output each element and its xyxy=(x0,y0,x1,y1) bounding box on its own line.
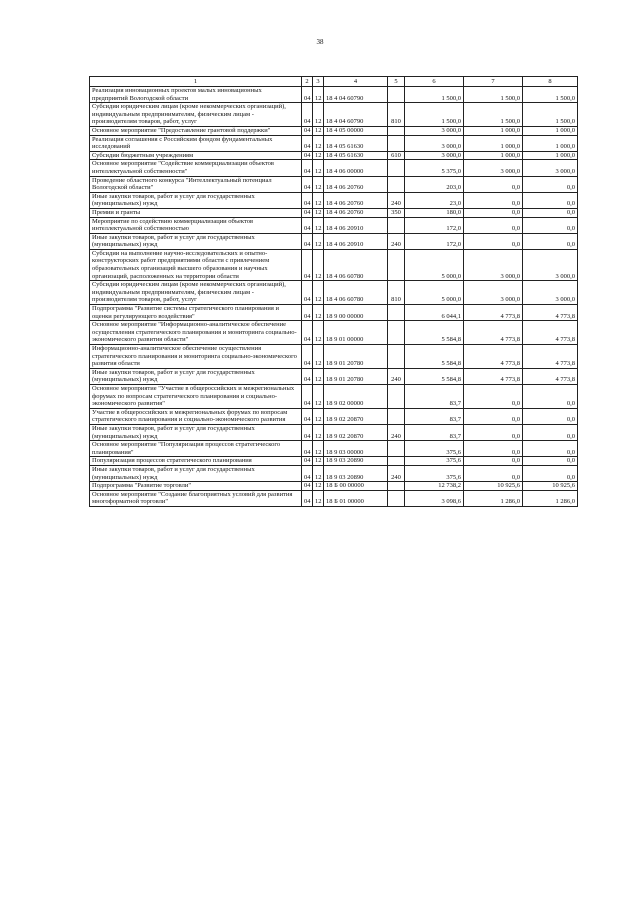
amount-year2-cell: 1 000,0 xyxy=(464,135,523,151)
target-article-cell: 18 4 06 20910 xyxy=(324,217,388,233)
expense-type-cell xyxy=(388,408,405,424)
table-row xyxy=(90,126,578,135)
amount-year2-cell: 10 925,6 xyxy=(464,482,523,491)
amount-year1-cell: 3 098,6 xyxy=(405,490,464,506)
subsection-code-cell: 12 xyxy=(313,126,324,135)
target-article-cell: 18 9 03 00000 xyxy=(324,441,388,457)
column-header: 8 xyxy=(523,77,578,87)
amount-year1-cell: 375,6 xyxy=(405,465,464,481)
amount-year3-cell: 0,0 xyxy=(523,424,578,440)
column-header: 5 xyxy=(388,77,405,87)
amount-year2-cell: 3 000,0 xyxy=(464,281,523,305)
section-code-cell: 04 xyxy=(302,135,313,151)
amount-year2-cell: 1 000,0 xyxy=(464,151,523,160)
section-code-cell: 04 xyxy=(302,457,313,466)
target-article-cell: 18 4 04 60790 xyxy=(324,87,388,103)
subsection-code-cell: 12 xyxy=(313,176,324,192)
table-row xyxy=(90,457,578,466)
table-row xyxy=(90,408,578,424)
table-row xyxy=(90,465,578,481)
table-header-row xyxy=(90,77,578,87)
amount-year1-cell: 172,0 xyxy=(405,233,464,249)
table-row xyxy=(90,176,578,192)
row-name-cell: Основное мероприятие "Популяризация процессов стратегического планирования" xyxy=(90,441,302,457)
amount-year1-cell: 1 500,0 xyxy=(405,103,464,127)
subsection-code-cell: 12 xyxy=(313,208,324,217)
target-article-cell: 18 9 01 00000 xyxy=(324,321,388,345)
amount-year3-cell: 3 000,0 xyxy=(523,160,578,176)
column-header: 7 xyxy=(464,77,523,87)
amount-year1-cell: 3 000,0 xyxy=(405,135,464,151)
row-name-cell: Иные закупки товаров, работ и услуг для государственных (муниципальных) нужд xyxy=(90,368,302,384)
row-name-cell: Иные закупки товаров, работ и услуг для государственных (муниципальных) нужд xyxy=(90,233,302,249)
amount-year3-cell: 3 000,0 xyxy=(523,281,578,305)
section-code-cell: 04 xyxy=(302,208,313,217)
row-name-cell: Подпрограмма "Развитие системы стратегического планирования и оценки регулирующего воздействия" xyxy=(90,305,302,321)
expense-type-cell xyxy=(388,126,405,135)
column-header: 4 xyxy=(324,77,388,87)
amount-year3-cell: 1 286,0 xyxy=(523,490,578,506)
subsection-code-cell: 12 xyxy=(313,233,324,249)
target-article-cell: 18 9 01 20780 xyxy=(324,368,388,384)
expense-type-cell xyxy=(388,457,405,466)
section-code-cell: 04 xyxy=(302,490,313,506)
expense-type-cell: 240 xyxy=(388,465,405,481)
section-code-cell: 04 xyxy=(302,345,313,369)
amount-year3-cell: 0,0 xyxy=(523,384,578,408)
table-row xyxy=(90,441,578,457)
amount-year3-cell: 0,0 xyxy=(523,465,578,481)
target-article-cell: 18 Б 01 00000 xyxy=(324,490,388,506)
row-name-cell: Основное мероприятие "Предоставление грантовой поддержки" xyxy=(90,126,302,135)
expense-type-cell xyxy=(388,176,405,192)
amount-year2-cell: 0,0 xyxy=(464,441,523,457)
section-code-cell: 04 xyxy=(302,368,313,384)
target-article-cell: 18 4 06 20760 xyxy=(324,208,388,217)
section-code-cell: 04 xyxy=(302,192,313,208)
row-name-cell: Реализация инновационных проектов малых инновационных предприятий Вологодской области xyxy=(90,87,302,103)
amount-year2-cell: 0,0 xyxy=(464,217,523,233)
amount-year3-cell: 4 773,8 xyxy=(523,305,578,321)
subsection-code-cell: 12 xyxy=(313,441,324,457)
row-name-cell: Основное мероприятие "Создание благоприятных условий для развития многоформатной торговли" xyxy=(90,490,302,506)
amount-year1-cell: 375,6 xyxy=(405,457,464,466)
amount-year2-cell: 0,0 xyxy=(464,192,523,208)
expense-type-cell: 810 xyxy=(388,281,405,305)
amount-year1-cell: 3 000,0 xyxy=(405,126,464,135)
amount-year2-cell: 0,0 xyxy=(464,176,523,192)
amount-year2-cell: 0,0 xyxy=(464,208,523,217)
amount-year3-cell: 0,0 xyxy=(523,208,578,217)
table-row xyxy=(90,321,578,345)
expense-type-cell xyxy=(388,87,405,103)
table-row xyxy=(90,249,578,280)
section-code-cell: 04 xyxy=(302,176,313,192)
table-row xyxy=(90,135,578,151)
section-code-cell: 04 xyxy=(302,126,313,135)
target-article-cell: 18 9 00 00000 xyxy=(324,305,388,321)
amount-year3-cell: 4 773,8 xyxy=(523,345,578,369)
expense-type-cell: 240 xyxy=(388,424,405,440)
table-row xyxy=(90,208,578,217)
section-code-cell: 04 xyxy=(302,321,313,345)
expense-type-cell xyxy=(388,490,405,506)
amount-year3-cell: 1 500,0 xyxy=(523,87,578,103)
row-name-cell: Подпрограмма "Развитие торговли" xyxy=(90,482,302,491)
amount-year2-cell: 4 773,8 xyxy=(464,368,523,384)
amount-year2-cell: 4 773,8 xyxy=(464,321,523,345)
section-code-cell: 04 xyxy=(302,233,313,249)
expense-type-cell xyxy=(388,249,405,280)
amount-year1-cell: 3 000,0 xyxy=(405,151,464,160)
table-row xyxy=(90,384,578,408)
section-code-cell: 04 xyxy=(302,217,313,233)
subsection-code-cell: 12 xyxy=(313,490,324,506)
target-article-cell: 18 4 04 60790 xyxy=(324,103,388,127)
table-row xyxy=(90,192,578,208)
amount-year2-cell: 0,0 xyxy=(464,384,523,408)
amount-year3-cell: 1 000,0 xyxy=(523,126,578,135)
target-article-cell: 18 4 05 61630 xyxy=(324,151,388,160)
amount-year2-cell: 1 286,0 xyxy=(464,490,523,506)
target-article-cell: 18 4 06 20760 xyxy=(324,176,388,192)
table-row xyxy=(90,281,578,305)
table-row xyxy=(90,490,578,506)
row-name-cell: Иные закупки товаров, работ и услуг для государственных (муниципальных) нужд xyxy=(90,465,302,481)
amount-year2-cell: 1 500,0 xyxy=(464,87,523,103)
subsection-code-cell: 12 xyxy=(313,408,324,424)
target-article-cell: 18 4 06 60780 xyxy=(324,249,388,280)
section-code-cell: 04 xyxy=(302,441,313,457)
amount-year1-cell: 5 375,0 xyxy=(405,160,464,176)
amount-year1-cell: 5 000,0 xyxy=(405,281,464,305)
amount-year3-cell: 0,0 xyxy=(523,217,578,233)
target-article-cell: 18 9 03 20890 xyxy=(324,465,388,481)
target-article-cell: 18 4 06 20910 xyxy=(324,233,388,249)
amount-year2-cell: 0,0 xyxy=(464,424,523,440)
subsection-code-cell: 12 xyxy=(313,345,324,369)
section-code-cell: 04 xyxy=(302,160,313,176)
amount-year1-cell: 5 584,8 xyxy=(405,368,464,384)
subsection-code-cell: 12 xyxy=(313,103,324,127)
section-code-cell: 04 xyxy=(302,151,313,160)
subsection-code-cell: 12 xyxy=(313,135,324,151)
budget-table xyxy=(89,76,578,507)
expense-type-cell xyxy=(388,441,405,457)
amount-year3-cell: 10 925,6 xyxy=(523,482,578,491)
subsection-code-cell: 12 xyxy=(313,321,324,345)
amount-year3-cell: 0,0 xyxy=(523,457,578,466)
expense-type-cell: 350 xyxy=(388,208,405,217)
expense-type-cell: 240 xyxy=(388,192,405,208)
expense-type-cell: 240 xyxy=(388,368,405,384)
subsection-code-cell: 12 xyxy=(313,160,324,176)
subsection-code-cell: 12 xyxy=(313,281,324,305)
section-code-cell: 04 xyxy=(302,408,313,424)
row-name-cell: Основное мероприятие "Информационно-аналитическое обеспечение осуществления стратегического планирования и мониторинга социально-экономического развития области" xyxy=(90,321,302,345)
amount-year1-cell: 1 500,0 xyxy=(405,87,464,103)
table-row xyxy=(90,103,578,127)
amount-year3-cell: 0,0 xyxy=(523,192,578,208)
subsection-code-cell: 12 xyxy=(313,482,324,491)
expense-type-cell xyxy=(388,217,405,233)
amount-year1-cell: 12 738,2 xyxy=(405,482,464,491)
target-article-cell: 18 9 02 20870 xyxy=(324,408,388,424)
section-code-cell: 04 xyxy=(302,465,313,481)
row-name-cell: Иные закупки товаров, работ и услуг для государственных (муниципальных) нужд xyxy=(90,424,302,440)
target-article-cell: 18 9 02 20870 xyxy=(324,424,388,440)
amount-year2-cell: 3 000,0 xyxy=(464,249,523,280)
subsection-code-cell: 12 xyxy=(313,384,324,408)
amount-year2-cell: 1 000,0 xyxy=(464,126,523,135)
target-article-cell: 18 4 05 61630 xyxy=(324,135,388,151)
section-code-cell: 04 xyxy=(302,424,313,440)
amount-year3-cell: 0,0 xyxy=(523,408,578,424)
amount-year2-cell: 0,0 xyxy=(464,465,523,481)
amount-year2-cell: 1 500,0 xyxy=(464,103,523,127)
amount-year1-cell: 83,7 xyxy=(405,384,464,408)
amount-year1-cell: 83,7 xyxy=(405,408,464,424)
subsection-code-cell: 12 xyxy=(313,192,324,208)
subsection-code-cell: 12 xyxy=(313,87,324,103)
column-header: 2 xyxy=(302,77,313,87)
target-article-cell: 18 9 01 20780 xyxy=(324,345,388,369)
amount-year2-cell: 4 773,8 xyxy=(464,305,523,321)
row-name-cell: Основное мероприятие "Содействие коммерциализации объектов интеллектуальной собственности" xyxy=(90,160,302,176)
amount-year2-cell: 0,0 xyxy=(464,457,523,466)
row-name-cell: Участие в общероссийских и межрегиональных форумах по вопросам стратегического планирования и социально-экономического развития xyxy=(90,408,302,424)
expense-type-cell xyxy=(388,321,405,345)
amount-year3-cell: 4 773,8 xyxy=(523,321,578,345)
amount-year3-cell: 0,0 xyxy=(523,233,578,249)
table-row xyxy=(90,424,578,440)
target-article-cell: 18 9 02 00000 xyxy=(324,384,388,408)
row-name-cell: Субсидии бюджетным учреждениям xyxy=(90,151,302,160)
amount-year1-cell: 172,0 xyxy=(405,217,464,233)
subsection-code-cell: 12 xyxy=(313,249,324,280)
amount-year3-cell: 3 000,0 xyxy=(523,249,578,280)
target-article-cell: 18 4 06 20760 xyxy=(324,192,388,208)
amount-year1-cell: 5 584,8 xyxy=(405,345,464,369)
expense-type-cell xyxy=(388,160,405,176)
table-row xyxy=(90,305,578,321)
subsection-code-cell: 12 xyxy=(313,465,324,481)
expense-type-cell xyxy=(388,305,405,321)
section-code-cell: 04 xyxy=(302,305,313,321)
amount-year3-cell: 1 500,0 xyxy=(523,103,578,127)
expense-type-cell xyxy=(388,135,405,151)
table-row xyxy=(90,345,578,369)
table-row xyxy=(90,482,578,491)
target-article-cell: 18 Б 00 00000 xyxy=(324,482,388,491)
row-name-cell: Мероприятие по содействию коммерциализации объектов интеллектуальной собственностью xyxy=(90,217,302,233)
row-name-cell: Иные закупки товаров, работ и услуг для государственных (муниципальных) нужд xyxy=(90,192,302,208)
amount-year1-cell: 83,7 xyxy=(405,424,464,440)
section-code-cell: 04 xyxy=(302,482,313,491)
amount-year1-cell: 6 044,1 xyxy=(405,305,464,321)
section-code-cell: 04 xyxy=(302,249,313,280)
amount-year1-cell: 203,0 xyxy=(405,176,464,192)
row-name-cell: Основное мероприятие "Участие в общероссийских и межрегиональных форумах по вопросам стратегического планирования и социально-экономического развития" xyxy=(90,384,302,408)
target-article-cell: 18 4 06 00000 xyxy=(324,160,388,176)
row-name-cell: Субсидии юридическим лицам (кроме некоммерческих организаций), индивидуальным предпринимателям, физическим лицам - производителям товаров, работ, услуг xyxy=(90,103,302,127)
row-name-cell: Популяризация процессов стратегического планирования xyxy=(90,457,302,466)
target-article-cell: 18 4 06 60780 xyxy=(324,281,388,305)
amount-year1-cell: 180,0 xyxy=(405,208,464,217)
amount-year3-cell: 1 000,0 xyxy=(523,151,578,160)
section-code-cell: 04 xyxy=(302,281,313,305)
target-article-cell: 18 4 05 00000 xyxy=(324,126,388,135)
subsection-code-cell: 12 xyxy=(313,424,324,440)
section-code-cell: 04 xyxy=(302,103,313,127)
column-header: 6 xyxy=(405,77,464,87)
section-code-cell: 04 xyxy=(302,87,313,103)
subsection-code-cell: 12 xyxy=(313,457,324,466)
amount-year3-cell: 0,0 xyxy=(523,441,578,457)
row-name-cell: Субсидии на выполнение научно-исследовательских и опытно-конструкторских работ предприятиями области с привлечением образовательных организаций высшего образования и научных организаций, расположенных на территории области xyxy=(90,249,302,280)
table-row xyxy=(90,151,578,160)
amount-year1-cell: 5 584,8 xyxy=(405,321,464,345)
amount-year2-cell: 3 000,0 xyxy=(464,160,523,176)
amount-year3-cell: 4 773,8 xyxy=(523,368,578,384)
row-name-cell: Информационно-аналитическое обеспечение осуществления стратегического планирования и мониторинга социально-экономического развития области xyxy=(90,345,302,369)
expense-type-cell xyxy=(388,345,405,369)
expense-type-cell: 610 xyxy=(388,151,405,160)
expense-type-cell: 240 xyxy=(388,233,405,249)
expense-type-cell xyxy=(388,482,405,491)
subsection-code-cell: 12 xyxy=(313,305,324,321)
row-name-cell: Проведение областного конкурса "Интеллектуальный потенциал Вологодской области" xyxy=(90,176,302,192)
column-header: 1 xyxy=(90,77,302,87)
amount-year1-cell: 5 000,0 xyxy=(405,249,464,280)
table-row xyxy=(90,160,578,176)
amount-year3-cell: 1 000,0 xyxy=(523,135,578,151)
row-name-cell: Субсидии юридическим лицам (кроме некоммерческих организаций), индивидуальным предпринимателям, физическим лицам - производителям товаров, работ, услуг xyxy=(90,281,302,305)
page-number: 38 xyxy=(316,38,324,46)
amount-year1-cell: 23,0 xyxy=(405,192,464,208)
amount-year2-cell: 0,0 xyxy=(464,408,523,424)
table-row xyxy=(90,368,578,384)
section-code-cell: 04 xyxy=(302,384,313,408)
amount-year3-cell: 0,0 xyxy=(523,176,578,192)
expense-type-cell xyxy=(388,384,405,408)
amount-year2-cell: 0,0 xyxy=(464,233,523,249)
subsection-code-cell: 12 xyxy=(313,151,324,160)
row-name-cell: Реализация соглашения с Российским фондом фундаментальных исследований xyxy=(90,135,302,151)
row-name-cell: Премии и гранты xyxy=(90,208,302,217)
table-row xyxy=(90,217,578,233)
table-row xyxy=(90,87,578,103)
amount-year2-cell: 4 773,8 xyxy=(464,345,523,369)
expense-type-cell: 810 xyxy=(388,103,405,127)
amount-year1-cell: 375,6 xyxy=(405,441,464,457)
table-row xyxy=(90,233,578,249)
column-header: 3 xyxy=(313,77,324,87)
subsection-code-cell: 12 xyxy=(313,368,324,384)
target-article-cell: 18 9 03 20890 xyxy=(324,457,388,466)
subsection-code-cell: 12 xyxy=(313,217,324,233)
